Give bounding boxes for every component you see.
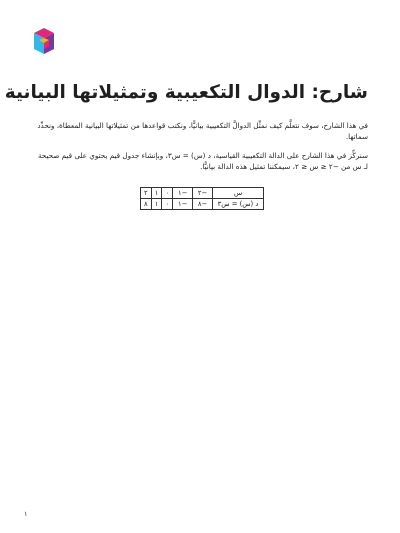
table-cell: −١ <box>173 199 193 210</box>
table-cell: −٨ <box>193 199 213 210</box>
nagwa-logo-icon <box>30 27 58 55</box>
table-row <box>141 199 264 210</box>
values-table <box>140 187 264 210</box>
table-cell: ٠ <box>162 188 173 199</box>
table-cell: ١ <box>151 199 162 210</box>
page-number: ١ <box>24 510 28 518</box>
table-cell: ٠ <box>162 199 173 210</box>
table-row <box>141 188 264 199</box>
body-paragraph: سنركِّز في هذا الشارح على الدالة التكعيبية القياسية، د (س) = س٣، وبإنشاء جدول قيم يحتوي على قيم صحيحة لـ س من −٢ ≤ س ≤ ٢، سيمكننا تمثيل هذه الدالة بيانيًّا. <box>37 151 368 171</box>
table-cell: ٢ <box>141 188 152 199</box>
table-header-cell: س <box>213 188 264 199</box>
table-cell: −١ <box>173 188 193 199</box>
table-cell: ٨ <box>141 199 152 210</box>
table-cell: ١ <box>151 188 162 199</box>
page-title: شارح: الدوال التكعيبية وتمثيلاتها البيانية <box>4 82 368 103</box>
table-header-cell: د (س) = س٣ <box>213 199 264 210</box>
table-cell: −٢ <box>193 188 213 199</box>
intro-paragraph: في هذا الشارح، سوف نتعلَّم كيف نمثِّل الدوالَّ التكعيبية بيانيًّا، ونكتب قواعدها من تمثيلاتها البيانية المعطاة، ونحدِّد سماتها. <box>37 121 368 141</box>
